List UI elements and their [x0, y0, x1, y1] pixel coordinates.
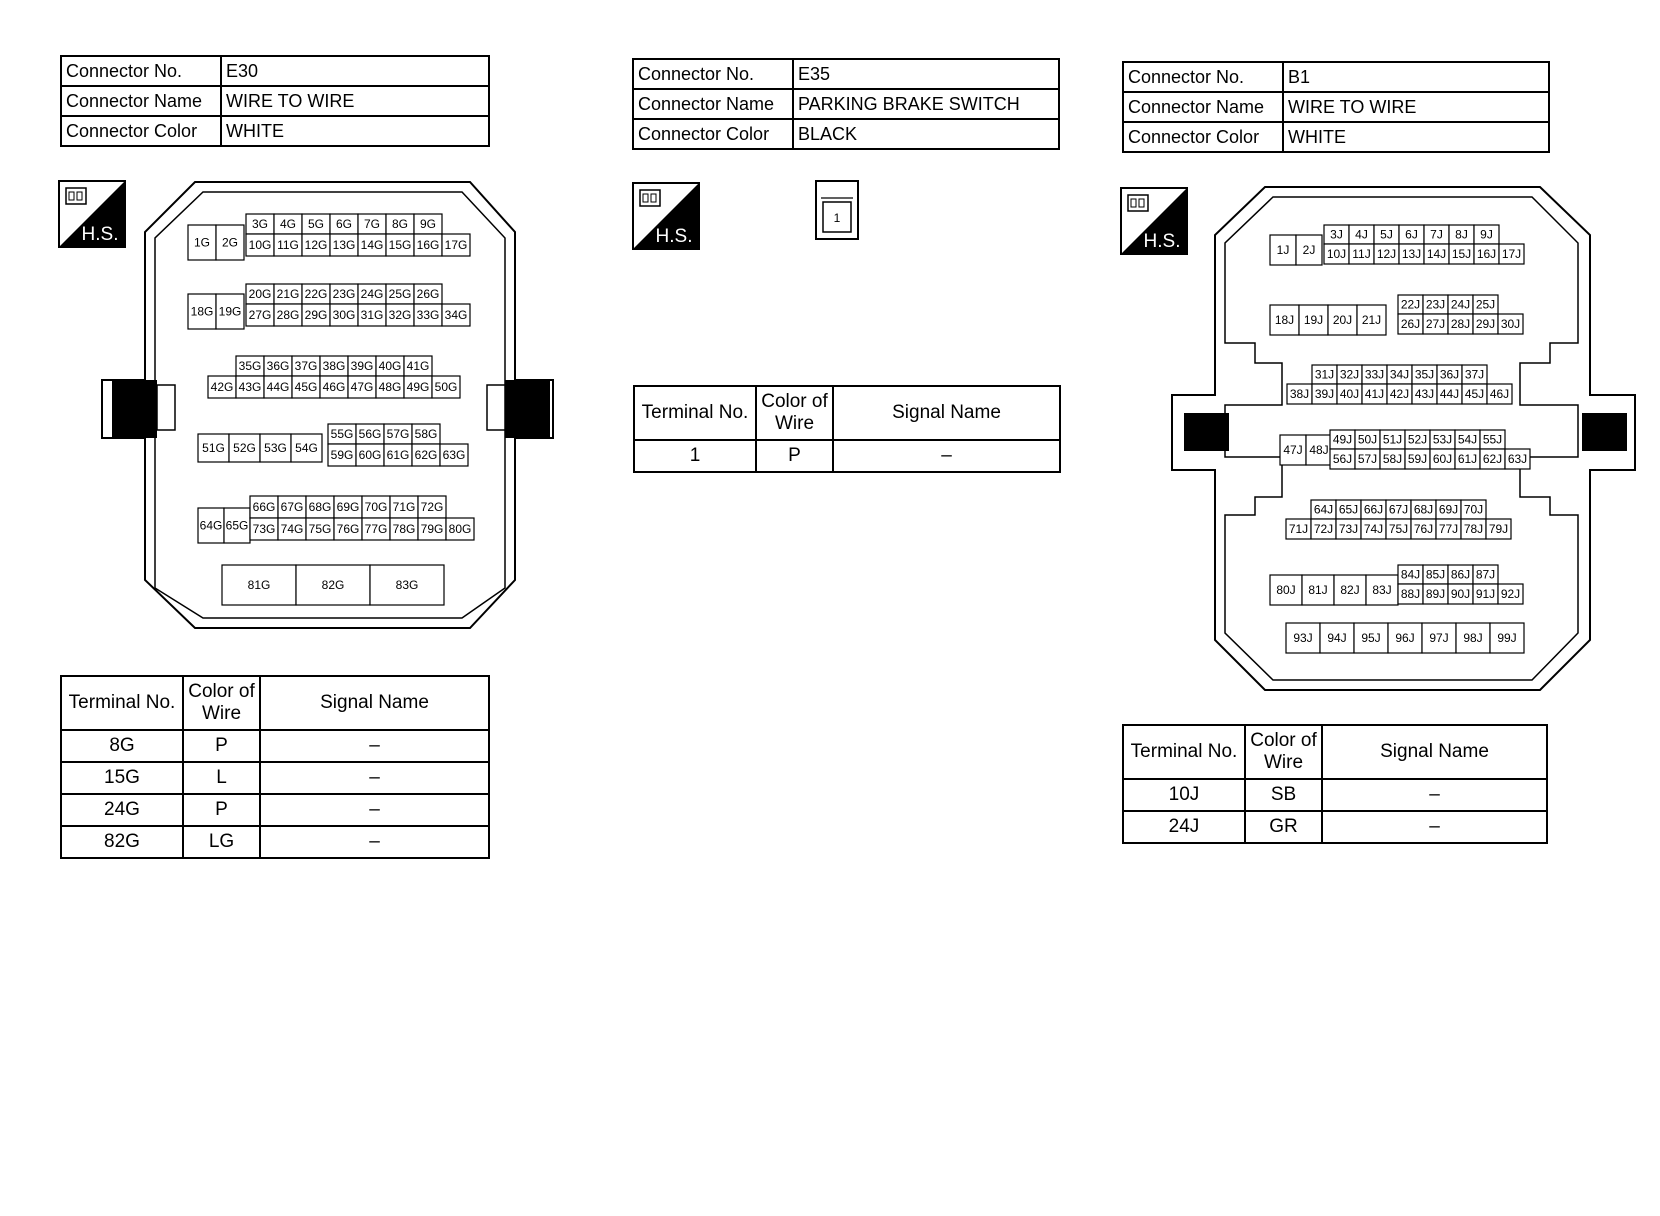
- connector-info-table-b1: [1122, 61, 1550, 153]
- terminal-cavity-label: 76G: [336, 522, 360, 536]
- terminal-cavity-label: 38J: [1289, 387, 1310, 401]
- terminal-cavity-label: 81J: [1308, 583, 1328, 597]
- terminal-cavity-label: 11J: [1352, 247, 1371, 261]
- terminal-cavity-label: 76J: [1413, 522, 1434, 536]
- table-row: [1123, 779, 1547, 811]
- terminal-cavity-label: 75G: [308, 522, 332, 536]
- terminal-cavity-label: 1G: [193, 235, 211, 250]
- wire-color-cell: SB: [1245, 779, 1322, 811]
- terminal-cavity-label: 72G: [420, 500, 444, 514]
- terminal-cavity-label: 8G: [391, 217, 409, 231]
- terminal-cavity-label: 37G: [294, 359, 318, 373]
- terminal-cavity-label: 46J: [1489, 387, 1510, 401]
- label-connector-color: Connector Color: [61, 116, 221, 146]
- connector-no-value: B1: [1283, 62, 1549, 92]
- wire-color-cell: P: [183, 730, 260, 762]
- terminal-cavity-label: 46G: [322, 380, 346, 394]
- terminal-cavity-label: 51G: [202, 441, 225, 455]
- terminal-cavity-label: 59J: [1407, 452, 1428, 466]
- terminal-cavity-label: 14J: [1426, 247, 1447, 261]
- connector-color-value: WHITE: [221, 116, 489, 146]
- terminal-cavity-label: 52J: [1407, 432, 1428, 447]
- terminal-cavity-label: 35G: [238, 359, 262, 373]
- terminal-cavity-label: 32J: [1339, 367, 1360, 382]
- terminal-cavity-label: 83J: [1372, 583, 1392, 597]
- terminal-cavity-label: 71J: [1288, 522, 1309, 536]
- terminal-cavity-label: 34G: [444, 308, 468, 322]
- terminal-cavity-label: 22J: [1400, 297, 1421, 312]
- terminal-cavity-label: 40G: [378, 359, 402, 373]
- terminal-cavity-label: 18J: [1274, 313, 1295, 327]
- terminal-cavity-label: 70J: [1463, 502, 1484, 517]
- table-row: [61, 762, 489, 794]
- terminal-cavity-label: 54G: [295, 441, 318, 455]
- label-connector-no: Connector No.: [633, 59, 793, 89]
- terminal-cavity-label: 45G: [294, 380, 318, 394]
- terminal-cavity-label: 51J: [1382, 432, 1403, 447]
- header-terminal-no: Terminal No.: [61, 676, 183, 730]
- terminal-cavity-label: 26G: [416, 287, 440, 301]
- terminal-cavity-label: 98J: [1463, 631, 1483, 645]
- terminal-cavity-label: 43J: [1414, 387, 1435, 401]
- connector-hand-icon: [640, 190, 660, 206]
- table-row: [1123, 811, 1547, 843]
- terminal-cavity-label: 40J: [1339, 387, 1360, 401]
- label-connector-color: Connector Color: [633, 119, 793, 149]
- header-signal-name: Signal Name: [833, 386, 1060, 440]
- terminal-cavity-label: 31J: [1314, 367, 1335, 382]
- terminal-cavity-label: 1J: [1276, 243, 1290, 257]
- hs-label: H.S.: [1143, 231, 1181, 252]
- terminal-cavity-label: 54J: [1457, 432, 1478, 447]
- terminal-cavity-label: 77J: [1438, 522, 1459, 536]
- signal-name-cell: –: [260, 762, 489, 794]
- terminal-cavity-label: 89J: [1425, 587, 1446, 601]
- terminal-cavity-label: 50G: [434, 380, 458, 394]
- terminal-cavity-label: 30J: [1500, 317, 1521, 331]
- header-terminal-no: Terminal No.: [634, 386, 756, 440]
- lock-tab-left: [112, 380, 157, 438]
- terminal-cavity-label: 60G: [358, 448, 382, 462]
- terminal-cavity-label: 24J: [1450, 297, 1471, 312]
- lock-tab-right: [505, 380, 550, 438]
- terminal-cavity-label: 39G: [350, 359, 374, 373]
- terminal-cavity-label: 6G: [335, 217, 353, 231]
- terminal-no-cell: 1: [634, 440, 756, 472]
- terminal-cavity-label: 90J: [1450, 587, 1471, 601]
- lock-tab-right: [1582, 413, 1627, 451]
- terminal-cavity-label: 71G: [392, 500, 416, 514]
- terminal-cavity-label: 15J: [1451, 247, 1472, 261]
- label-connector-name: Connector Name: [633, 89, 793, 119]
- terminal-cavity-label: 53G: [264, 441, 287, 455]
- terminal-table-e35: [633, 385, 1061, 473]
- terminal-cavity-label: 61G: [386, 448, 410, 462]
- terminal-cavity-label: 31G: [360, 308, 384, 322]
- terminal-cavity-label: 2J: [1302, 243, 1316, 257]
- terminal-cavity-label: 11G: [277, 238, 299, 252]
- terminal-cavity-label: 92J: [1500, 587, 1521, 601]
- terminal-cavity-label: 68G: [308, 500, 332, 514]
- signal-name-cell: –: [260, 826, 489, 858]
- terminal-cavity-label: 44G: [266, 380, 290, 394]
- terminal-cavity-label: 66G: [252, 500, 276, 514]
- terminal-cavity-label: 78J: [1463, 522, 1484, 536]
- connector-no-value: E30: [221, 56, 489, 86]
- terminal-cavity-label: 19J: [1303, 313, 1324, 327]
- connector-info-table-e35: [632, 58, 1060, 150]
- terminal-cavity-label: 59G: [330, 448, 354, 462]
- terminal-cavity-label: 77G: [364, 522, 388, 536]
- signal-name-cell: –: [1322, 779, 1547, 811]
- terminal-cavity-label: 5J: [1380, 227, 1393, 242]
- harness-side-icon: [632, 182, 700, 250]
- terminal-cavity-label: 86J: [1450, 567, 1471, 582]
- terminal-cavity-label: 39J: [1314, 387, 1335, 401]
- terminal-cavity-label: 67G: [280, 500, 304, 514]
- terminal-cavity-label: 5G: [307, 217, 325, 231]
- terminal-cavity-label: 63G: [442, 448, 466, 462]
- terminal-cavity-label: 50J: [1357, 432, 1378, 447]
- label-connector-no: Connector No.: [61, 56, 221, 86]
- terminal-cavity-label: 25J: [1475, 297, 1496, 312]
- signal-name-cell: –: [833, 440, 1060, 472]
- terminal-table-b1: [1122, 724, 1548, 844]
- terminal-cavity-label: 94J: [1327, 631, 1347, 645]
- terminal-cavity-label: 53J: [1432, 432, 1453, 447]
- terminal-cavity-label: 25G: [388, 287, 412, 301]
- terminal-cavity-label: 16J: [1476, 247, 1497, 261]
- table-row: [61, 794, 489, 826]
- terminal-cavity-label: 67J: [1388, 502, 1409, 517]
- terminal-cavity-label: 7J: [1430, 227, 1443, 242]
- terminal-cavity-label: 24G: [360, 287, 384, 301]
- terminal-cavity-label: 48J: [1309, 443, 1329, 457]
- terminal-no-cell: 8G: [61, 730, 183, 762]
- terminal-cavity-label: 93J: [1293, 631, 1313, 645]
- terminal-cavity-label: 73J: [1338, 522, 1359, 536]
- terminal-cavity-label: 4G: [279, 217, 297, 231]
- terminal-cavity-label: 78G: [392, 522, 416, 536]
- terminal-cavity-label: 52G: [233, 441, 256, 455]
- lock-tab-left: [1184, 413, 1229, 451]
- terminal-cavity-label: 56G: [358, 427, 382, 441]
- terminal-cavity-label: 17J: [1501, 247, 1522, 261]
- terminal-cavity-label: 36J: [1439, 367, 1460, 382]
- terminal-cavity-label: 56J: [1332, 452, 1353, 466]
- connector-face-e30: [100, 180, 565, 640]
- connector-face-b1: [1170, 185, 1640, 695]
- connector-name-value: PARKING BRAKE SWITCH: [793, 89, 1059, 119]
- terminal-cavity-label: 4J: [1355, 227, 1368, 242]
- terminal-cavity-label: 49G: [406, 380, 430, 394]
- terminal-cavity-label: 48G: [378, 380, 402, 394]
- table-row: [634, 440, 1060, 472]
- connector-no-value: E35: [793, 59, 1059, 89]
- connector-hand-icon: [66, 188, 86, 204]
- terminal-cavity-label: 69J: [1438, 502, 1459, 517]
- terminal-cavity-label: 82G: [321, 578, 345, 592]
- terminal-cavity-label: 70G: [364, 500, 388, 514]
- terminal-cavity-label: 99J: [1497, 631, 1517, 645]
- terminal-cavity-label: 65J: [1338, 502, 1359, 517]
- terminal-cavity-label: 6J: [1405, 227, 1418, 242]
- terminal-no-cell: 82G: [61, 826, 183, 858]
- terminal-cavity-label: 69G: [336, 500, 360, 514]
- terminal-cavity-label: 20G: [248, 287, 272, 301]
- terminal-cavity-label: 60J: [1432, 452, 1453, 466]
- terminal-cavity-label: 62G: [414, 448, 438, 462]
- terminal-cavity-label: 95J: [1361, 631, 1381, 645]
- header-color-of-wire: Color of Wire: [1245, 725, 1322, 779]
- terminal-cavity-label: 17G: [444, 238, 468, 252]
- terminal-cavity-label: 13G: [332, 238, 356, 252]
- terminal-cavity-label: 64J: [1313, 502, 1334, 517]
- terminal-cavity-label: 19G: [218, 304, 242, 319]
- terminal-cavity-label: 23G: [332, 287, 356, 301]
- terminal-cavity-label: 47J: [1283, 443, 1303, 457]
- terminal-cavity-label: 74G: [280, 522, 304, 536]
- terminal-cavity-label: 3G: [251, 217, 269, 231]
- connector-info-table-e30: [60, 55, 490, 147]
- terminal-cavity-label: 62J: [1482, 452, 1503, 466]
- terminal-cavity-label: 30G: [332, 308, 356, 322]
- terminal-cavity-label: 20J: [1332, 313, 1353, 327]
- terminal-cavity-label: 84J: [1400, 567, 1421, 582]
- terminal-cavity-label: 16G: [416, 238, 440, 252]
- terminal-cavity-label: 87J: [1475, 567, 1496, 582]
- terminal-cavity-label: 79J: [1488, 522, 1509, 536]
- terminal-no-cell: 24G: [61, 794, 183, 826]
- header-color-of-wire: Color of Wire: [183, 676, 260, 730]
- terminal-cavity-label: 43G: [238, 380, 262, 394]
- terminal-cavity-label: 61J: [1457, 452, 1478, 466]
- header-signal-name: Signal Name: [1322, 725, 1547, 779]
- terminal-cavity-label: 47G: [350, 380, 374, 394]
- terminal-cavity-label: 64G: [199, 518, 223, 533]
- terminal-cavity-label: 32G: [388, 308, 412, 322]
- connector-color-value: WHITE: [1283, 122, 1549, 152]
- terminal-cavity-label: 12G: [304, 238, 328, 252]
- terminal-cavity-label: 15G: [388, 238, 412, 252]
- terminal-cavity-label: 22G: [304, 287, 328, 301]
- terminal-cavity-label: 42J: [1389, 387, 1410, 401]
- terminal-cavity-label: 96J: [1395, 631, 1415, 645]
- terminal-cavity-label: 28G: [276, 308, 300, 322]
- terminal-cavity-label: 79G: [420, 522, 444, 536]
- signal-name-cell: –: [1322, 811, 1547, 843]
- connector-name-value: WIRE TO WIRE: [221, 86, 489, 116]
- terminal-cavity-label: 45J: [1464, 387, 1485, 401]
- terminal-cavity-label: 33G: [416, 308, 440, 322]
- terminal-no-cell: 10J: [1123, 779, 1245, 811]
- terminal-cavity-label: 83G: [395, 578, 419, 592]
- terminal-cavity-label: 27G: [248, 308, 272, 322]
- terminal-cavity-label: 41G: [406, 359, 430, 373]
- label-connector-color: Connector Color: [1123, 122, 1283, 152]
- terminal-cavity-label: 42G: [210, 380, 234, 394]
- header-signal-name: Signal Name: [260, 676, 489, 730]
- header-terminal-no: Terminal No.: [1123, 725, 1245, 779]
- terminal-cavity-label: 23J: [1425, 297, 1446, 312]
- terminal-cavity-label: 66J: [1363, 502, 1384, 517]
- wire-color-cell: LG: [183, 826, 260, 858]
- terminal-cavity-label: 91J: [1475, 587, 1496, 601]
- terminal-cavity-label: 36G: [266, 359, 290, 373]
- terminal-cavity-label: 81G: [247, 578, 271, 592]
- terminal-cavity-label: 72J: [1313, 522, 1334, 536]
- terminal-cavity-label: 73G: [252, 522, 276, 536]
- wire-color-cell: L: [183, 762, 260, 794]
- terminal-cavity-label: 9J: [1480, 227, 1493, 242]
- hs-label: H.S.: [81, 224, 119, 245]
- terminal-no-cell: 15G: [61, 762, 183, 794]
- terminal-no-cell: 24J: [1123, 811, 1245, 843]
- terminal-cavity-label: 7G: [363, 217, 381, 231]
- terminal-cavity-label: 29G: [304, 308, 328, 322]
- table-row: [61, 826, 489, 858]
- terminal-cavity-label: 41J: [1364, 387, 1385, 401]
- terminal-cavity-label: 33J: [1364, 367, 1385, 382]
- signal-name-cell: –: [260, 794, 489, 826]
- terminal-cavity-label: 37J: [1464, 367, 1485, 382]
- terminal-cavity-label: 28J: [1450, 317, 1471, 331]
- terminal-cavity-label: 80J: [1276, 583, 1296, 597]
- terminal-cavity-label: 29J: [1475, 317, 1496, 331]
- terminal-cavity-label: 21G: [276, 287, 300, 301]
- terminal-cavity-label: 88J: [1400, 587, 1421, 601]
- terminal-cavity-label: 97J: [1429, 631, 1449, 645]
- terminal-cavity-label: 57G: [386, 427, 410, 441]
- terminal-cavity-label: 13J: [1401, 247, 1422, 261]
- terminal-cavity-label: 21J: [1361, 313, 1382, 327]
- terminal-cavity-label: 44J: [1439, 387, 1460, 401]
- signal-name-cell: –: [260, 730, 489, 762]
- terminal-cavity-label: 49J: [1332, 432, 1353, 447]
- terminal-cavity-label: 58G: [414, 427, 438, 441]
- terminal-cavity-label: 35J: [1414, 367, 1435, 382]
- terminal-cavity-label: 74J: [1363, 522, 1384, 536]
- wire-color-cell: P: [756, 440, 833, 472]
- terminal-cavity-label: 9G: [419, 217, 437, 231]
- terminal-cavity-label: 26J: [1400, 317, 1421, 331]
- wire-color-cell: P: [183, 794, 260, 826]
- terminal-cavity-label: 12J: [1376, 247, 1397, 261]
- terminal-cavity-label: 85J: [1425, 567, 1446, 582]
- terminal-table-e30: [60, 675, 490, 859]
- terminal-cavity-label: 8J: [1455, 227, 1468, 242]
- terminal-cavity-label: 27J: [1425, 317, 1446, 331]
- terminal-cavity-label: 10G: [248, 238, 272, 252]
- terminal-cavity-label: 38G: [322, 359, 346, 373]
- terminal-cavity-label: 68J: [1413, 502, 1434, 517]
- terminal-cavity-label: 82J: [1340, 583, 1360, 597]
- hs-label: H.S.: [655, 226, 693, 247]
- terminal-cavity-label: 63J: [1507, 452, 1528, 466]
- terminal-cavity-label: 57J: [1357, 452, 1378, 466]
- terminal-cavity-label: 2G: [221, 235, 239, 250]
- terminal-cavity-label: 34J: [1389, 367, 1410, 382]
- connector-face-e35: [815, 180, 860, 242]
- terminal-cavity-label: 18G: [190, 304, 214, 319]
- terminal-cavity-label: 14G: [360, 238, 384, 252]
- terminal-cavity-label: 10J: [1326, 247, 1347, 261]
- terminal-cavity-label: 55G: [330, 427, 354, 441]
- pin-label: 1: [833, 211, 841, 225]
- label-connector-name: Connector Name: [61, 86, 221, 116]
- connector-name-value: WIRE TO WIRE: [1283, 92, 1549, 122]
- terminal-cavity-label: 3J: [1330, 227, 1343, 242]
- terminal-cavity-label: 75J: [1388, 522, 1409, 536]
- wire-color-cell: GR: [1245, 811, 1322, 843]
- connector-hand-icon: [1128, 195, 1148, 211]
- table-row: [61, 730, 489, 762]
- terminal-cavity-label: 80G: [448, 522, 472, 536]
- terminal-cavity-label: 65G: [225, 518, 249, 533]
- label-connector-no: Connector No.: [1123, 62, 1283, 92]
- header-color-of-wire: Color of Wire: [756, 386, 833, 440]
- terminal-cavity-label: 58J: [1382, 452, 1403, 466]
- connector-color-value: BLACK: [793, 119, 1059, 149]
- terminal-cavity-label: 55J: [1482, 432, 1503, 447]
- label-connector-name: Connector Name: [1123, 92, 1283, 122]
